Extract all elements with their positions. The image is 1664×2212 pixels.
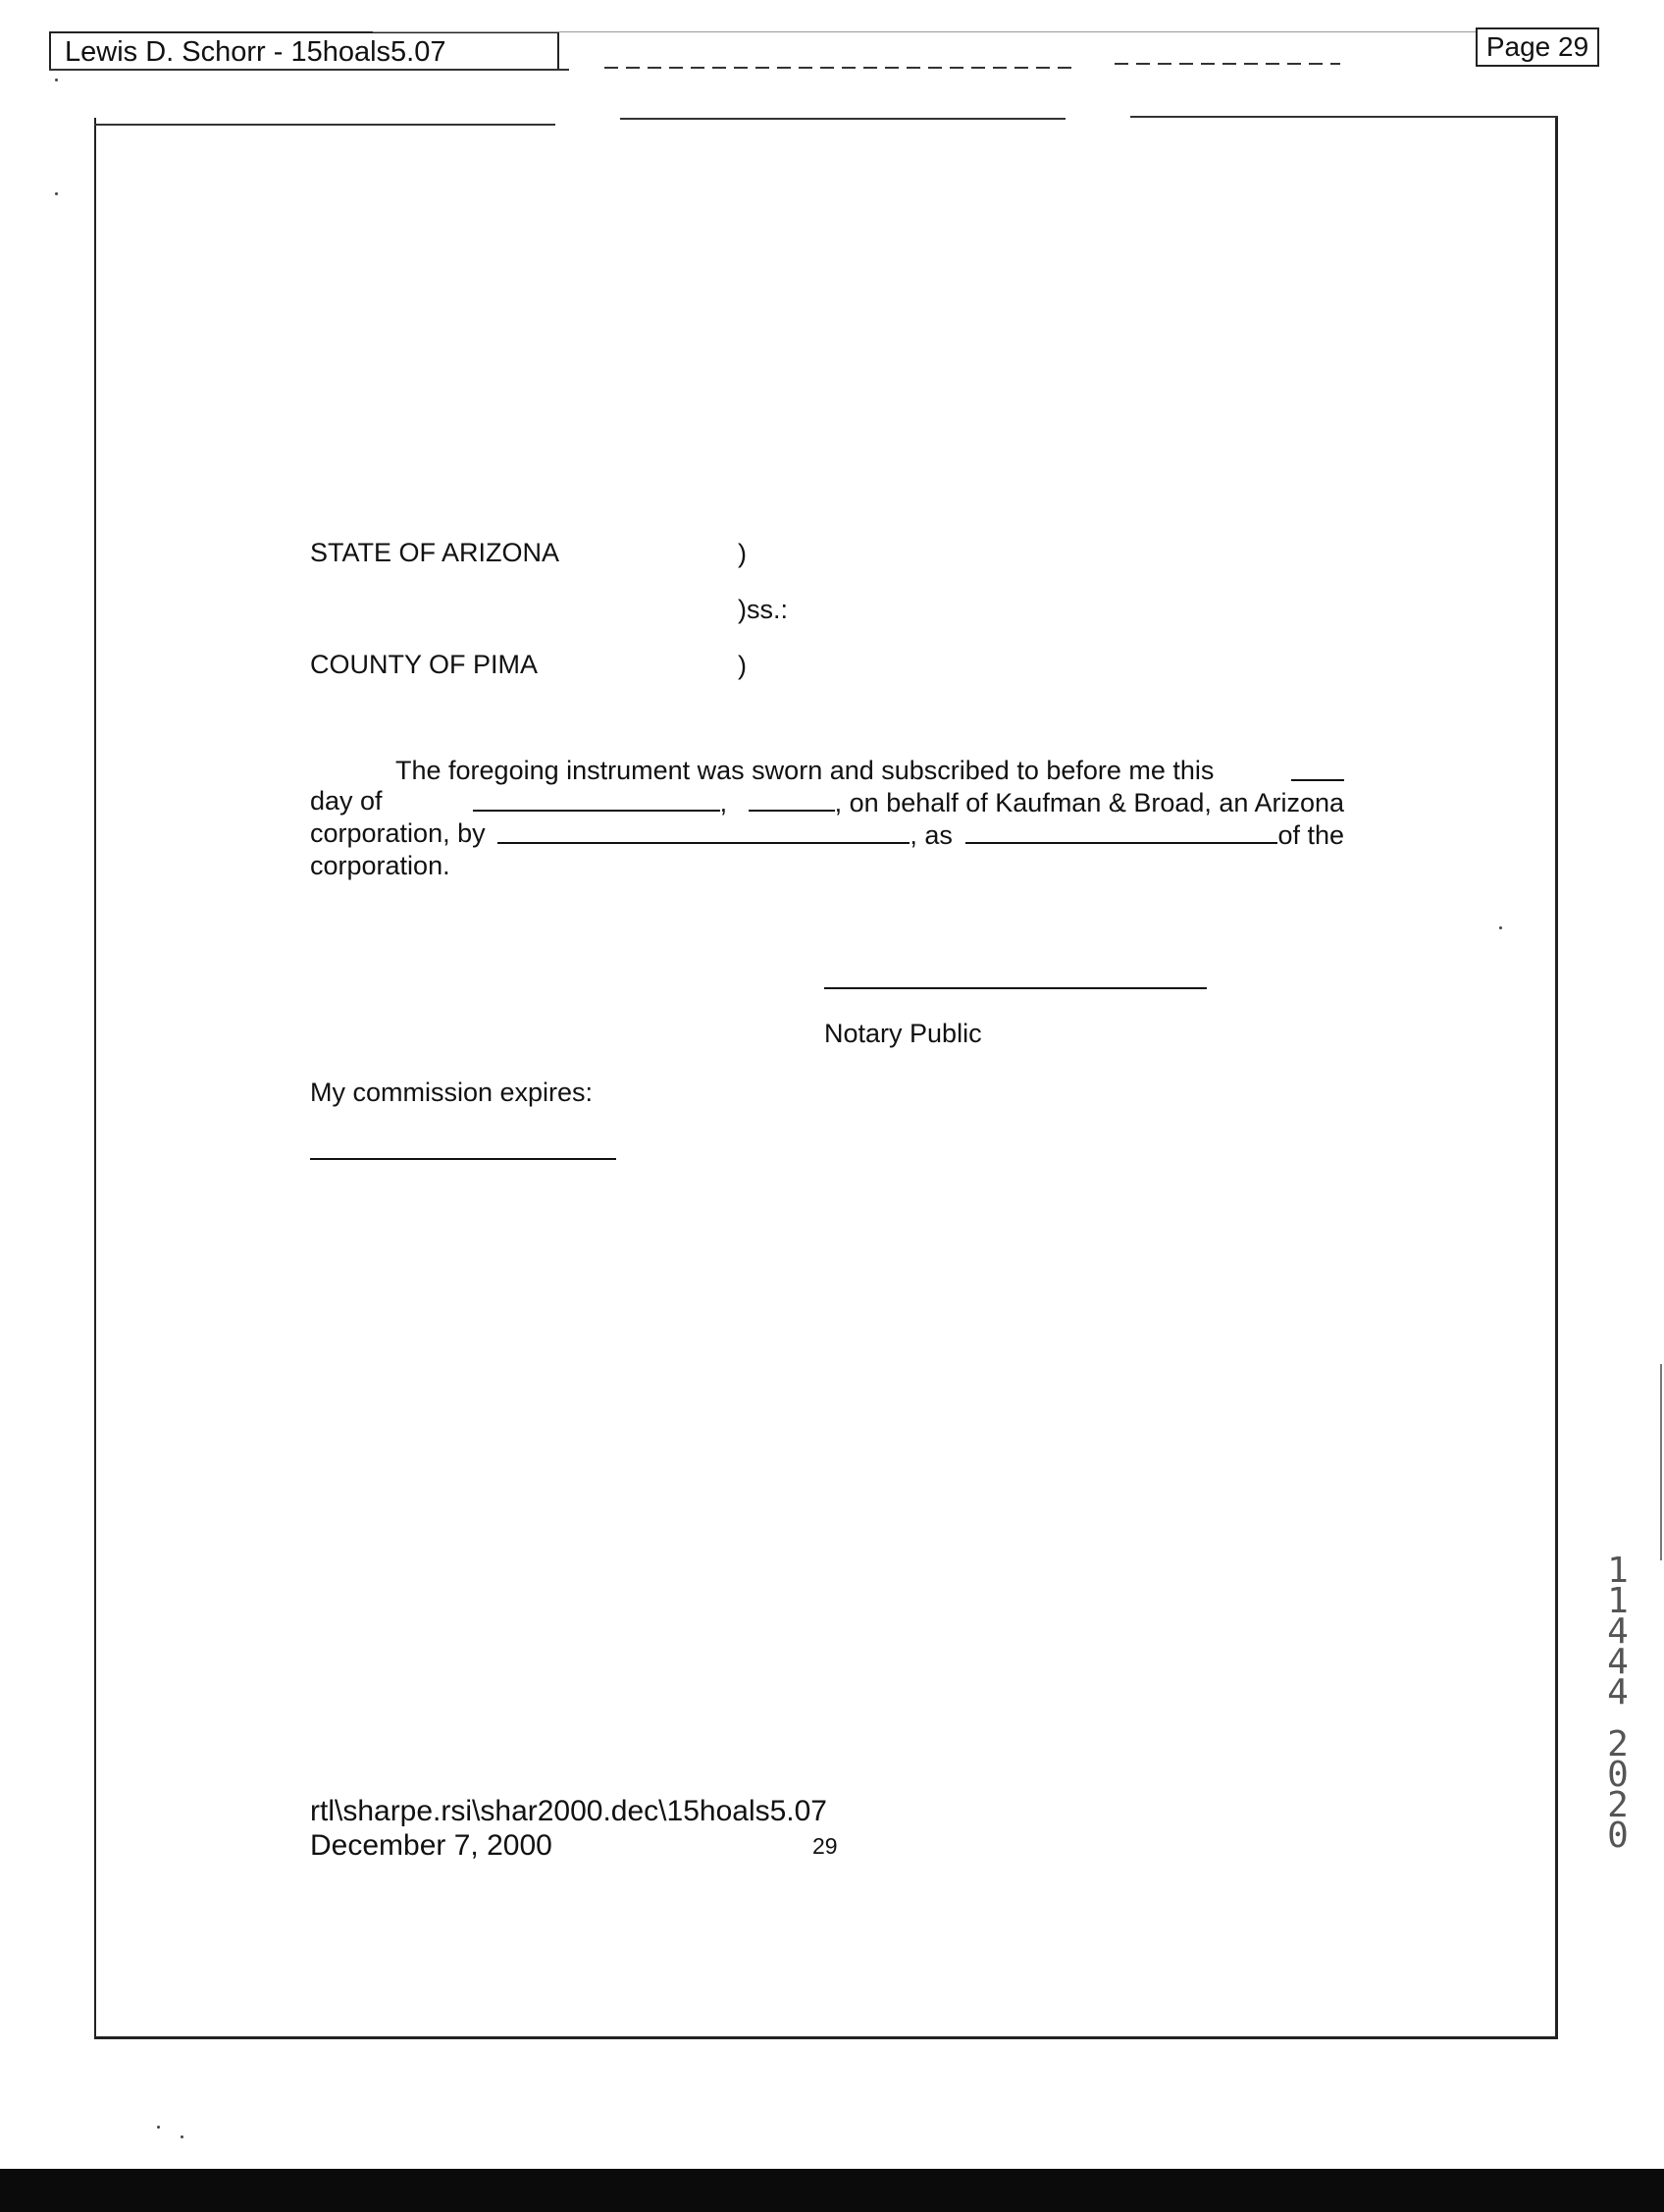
corporation-by-label: corporation, by	[310, 818, 486, 848]
page-label-box	[1476, 27, 1599, 67]
month-comma: ,	[719, 788, 728, 817]
footer-file-path: rtl\sharpe.rsi\shar2000.dec\15hoals5.07	[310, 1795, 827, 1827]
acknowledgment-paragraph	[310, 756, 1344, 881]
paragraph-line-2	[310, 786, 1344, 818]
document-header-title	[49, 31, 559, 69]
venue-paren-top: )	[738, 539, 747, 568]
day-of-label: day of	[310, 786, 383, 816]
scan-bottom-band	[0, 2169, 1664, 2212]
stamp-digit: 2	[1607, 1785, 1629, 1825]
commission-date-line[interactable]	[310, 1158, 616, 1160]
header-rule-middle	[604, 67, 1075, 69]
stamp-digit: 4	[1607, 1672, 1629, 1712]
stamp-digit: 4	[1607, 1611, 1629, 1652]
stamp-digit: 1	[1607, 1581, 1629, 1621]
scan-speck	[55, 79, 58, 81]
frame-top-rule-middle	[620, 118, 1066, 120]
frame-top-rule-left	[94, 124, 555, 126]
year-blank[interactable]	[749, 786, 835, 812]
paragraph-line-1	[310, 756, 1344, 786]
footer-page-number: 29	[812, 1833, 838, 1859]
signer-title-blank[interactable]	[965, 818, 1277, 844]
day-blank[interactable]	[1291, 756, 1344, 781]
stamp-digit: 2	[1607, 1724, 1629, 1764]
notary-public-label: Notary Public	[824, 1019, 982, 1048]
paragraph-line-4	[310, 851, 1344, 881]
behalf-text: , on behalf of Kaufman & Broad, an Arizona	[834, 788, 1344, 817]
paragraph-line-3	[310, 818, 1344, 851]
stamp-digit: 4	[1607, 1642, 1629, 1682]
scan-speck	[181, 2135, 183, 2138]
stamp-digit: 1	[1607, 1551, 1629, 1591]
line4-text: corporation.	[310, 851, 450, 880]
venue-paren-bottom: )	[738, 651, 747, 680]
scan-speck	[157, 2126, 160, 2129]
by-as-group	[497, 818, 1344, 851]
frame-top-rule-right	[1130, 116, 1558, 118]
month-year-group	[473, 786, 1344, 818]
header-left-label: Lewis D. Schorr - 15hoals5.07	[65, 36, 446, 68]
signer-name-blank[interactable]	[497, 818, 910, 844]
side-stamp	[1593, 1551, 1642, 1856]
header-rule-right	[1115, 63, 1340, 65]
header-rule-top	[373, 31, 1476, 32]
stamp-digit: 0	[1607, 1816, 1629, 1856]
as-label: , as	[910, 820, 953, 850]
state-label: STATE OF ARIZONA	[310, 538, 560, 567]
of-the-label: of the	[1277, 820, 1344, 850]
stamp-digit: 0	[1607, 1755, 1629, 1795]
page-label: Page 29	[1485, 31, 1589, 62]
header-rule-left	[49, 69, 569, 71]
line1-text: The foregoing instrument was sworn and subscribed to before me this	[395, 756, 1215, 785]
ss-label: )ss.:	[738, 595, 788, 624]
scan-speck	[55, 192, 58, 195]
footer-date: December 7, 2000	[310, 1829, 552, 1862]
commission-expires-label: My commission expires:	[310, 1078, 594, 1107]
county-label: COUNTY OF PIMA	[310, 650, 539, 679]
notary-signature-line[interactable]	[824, 987, 1207, 989]
month-blank[interactable]	[473, 786, 720, 812]
scan-speck	[1499, 926, 1502, 929]
scan-edge-mark	[1660, 1364, 1662, 1560]
